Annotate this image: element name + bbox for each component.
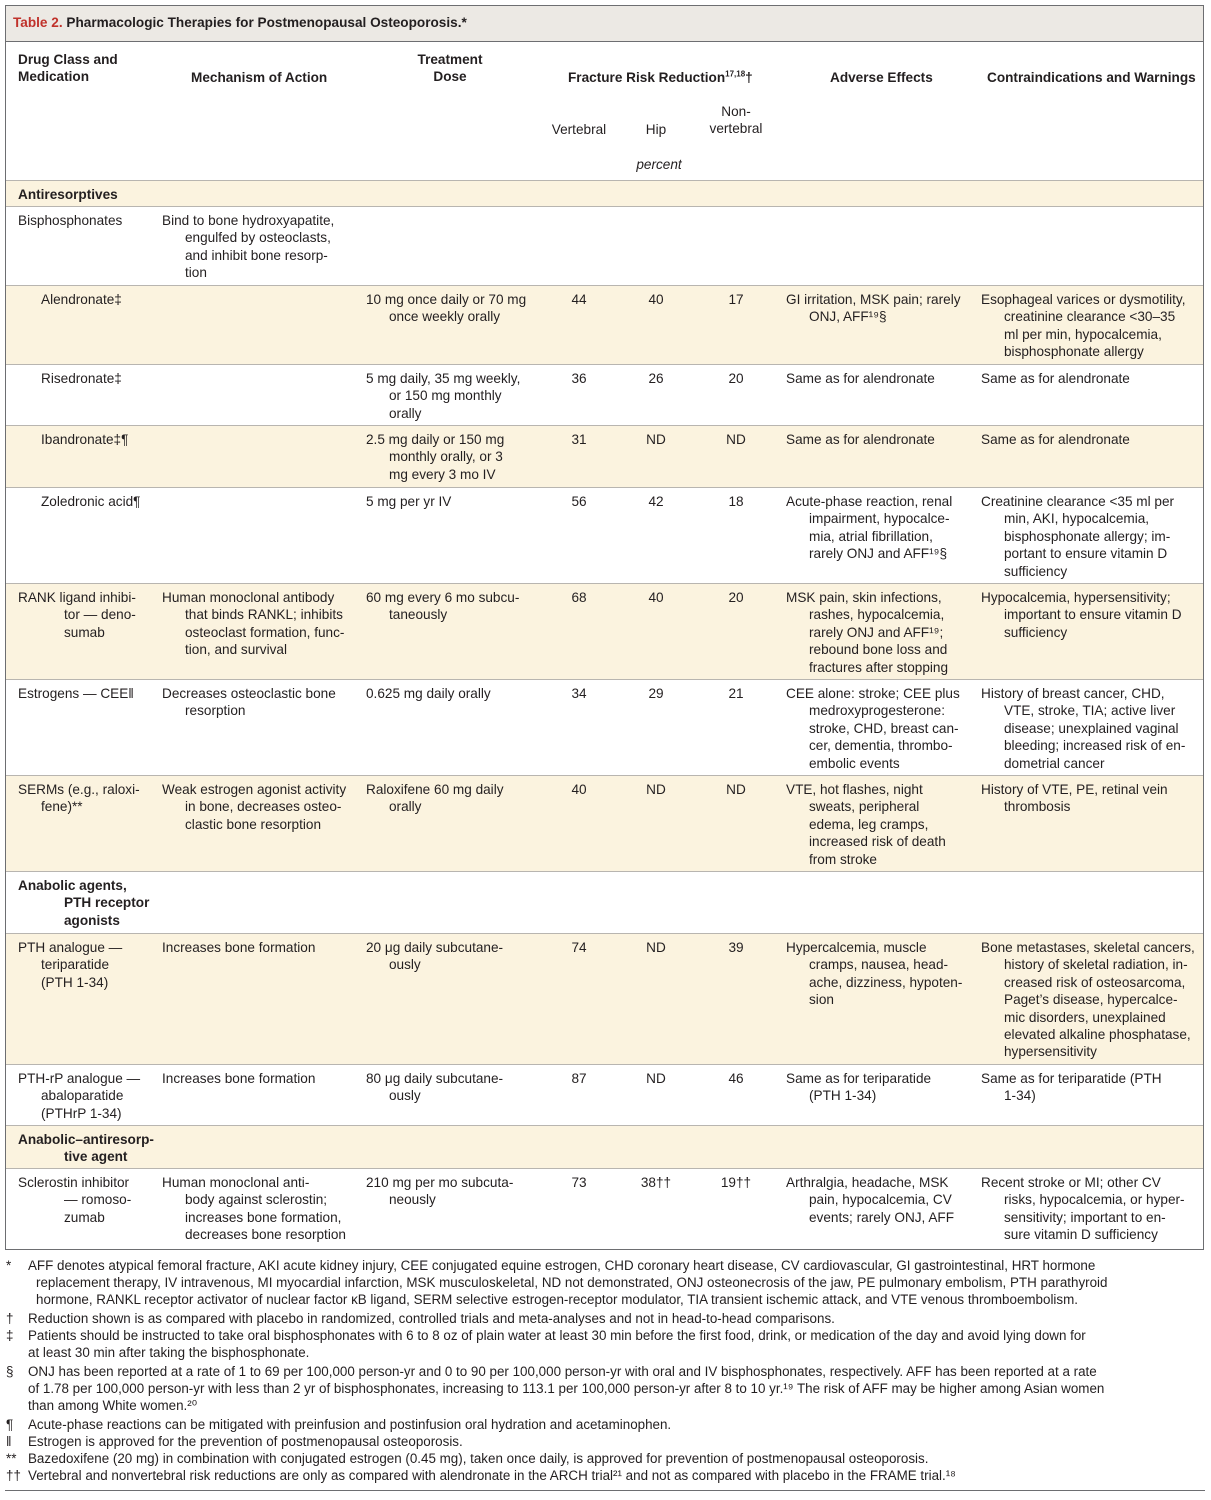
footnote-text bbox=[28, 1311, 835, 1328]
footnote-line: Estrogen is approved for the prevention of postmenopausal osteoporosis. bbox=[28, 1434, 463, 1449]
contra-line: ml per min, hypocalcemia, bbox=[1004, 326, 1162, 342]
mechanism-teriparatide: Increases bone formation bbox=[162, 940, 316, 955]
adverse-line: mia, atrial fibrillation, bbox=[809, 528, 933, 544]
header-fracture bbox=[568, 69, 753, 86]
contra-ibandronate: Same as for alendronate bbox=[981, 432, 1130, 447]
contra-line: Same as for teriparatide (PTH bbox=[981, 1071, 1162, 1086]
section-anabolic-antiresorptive bbox=[18, 1131, 154, 1166]
header-fracture-label: Fracture Risk Reduction bbox=[568, 70, 726, 85]
footnote-text bbox=[28, 1451, 928, 1468]
dose-line: mg every 3 mo IV bbox=[389, 466, 496, 482]
dose-line: 10 mg once daily or 70 mg bbox=[366, 292, 527, 307]
dose-line: ously bbox=[389, 957, 421, 973]
adverse-line: Hypercalcemia, muscle bbox=[786, 940, 927, 955]
contra-line: hypersensitivity bbox=[1004, 1044, 1097, 1060]
nonvertebral-abaloparatide: 46 bbox=[728, 1071, 744, 1086]
mechanism-denosumab bbox=[162, 589, 344, 659]
drug-ibandronate: Ibandronate‡¶ bbox=[41, 432, 129, 447]
header-dose-line: Treatment bbox=[417, 52, 483, 67]
vertebral-zoledronic-acid: 56 bbox=[571, 494, 587, 509]
nonvertebral-alendronate: 17 bbox=[728, 292, 744, 307]
section-line: tive agent bbox=[64, 1149, 128, 1165]
adverse-line: rebound bone loss and bbox=[809, 642, 948, 658]
row-divider bbox=[6, 206, 1203, 207]
nonvertebral-zoledronic-acid: 18 bbox=[728, 494, 744, 509]
dose-line: neously bbox=[389, 1192, 436, 1208]
footnote-line: Vertebral and nonvertebral risk reductions are only as compared with alendronate in the ARCH trial²¹ and not as compared with placebo in the FRAME trial.¹⁸ bbox=[28, 1468, 956, 1483]
drug-line: Sclerostin inhibitor bbox=[18, 1175, 130, 1190]
nonvertebral-risedronate: 20 bbox=[728, 371, 744, 386]
header-drug-line: Drug Class and bbox=[18, 52, 118, 67]
drug-alendronate: Alendronate‡ bbox=[41, 292, 122, 307]
footnote-symbol: § bbox=[6, 1364, 14, 1379]
drug-line: — romoso- bbox=[64, 1192, 132, 1208]
section-line: Anabolic–antiresorp- bbox=[18, 1132, 154, 1147]
adverse-line: pain, hypocalcemia, CV bbox=[809, 1192, 952, 1208]
contra-line: Paget’s disease, hypercalce- bbox=[1004, 992, 1178, 1008]
footnote-symbol: ¶ bbox=[6, 1417, 14, 1432]
row-divider bbox=[6, 775, 1203, 776]
mechanism-line: clastic bone resorption bbox=[185, 816, 322, 832]
contra-line: disease; unexplained vaginal bbox=[1004, 720, 1179, 736]
drug-zoledronic-acid: Zoledronic acid¶ bbox=[41, 494, 141, 509]
nonvertebral-denosumab: 20 bbox=[728, 590, 744, 605]
footnote-symbol: ‡ bbox=[6, 1328, 14, 1343]
footnote-symbol: †† bbox=[6, 1468, 21, 1483]
contra-line: Hypocalcemia, hypersensitivity; bbox=[981, 590, 1171, 605]
section-antiresorptives: Antiresorptives bbox=[18, 187, 118, 202]
dose-abaloparatide bbox=[366, 1070, 503, 1105]
dose-line: 60 mg every 6 mo subcu- bbox=[366, 590, 520, 605]
drug-line: SERMs (e.g., raloxi- bbox=[18, 782, 140, 797]
adverse-line: (PTH 1-34) bbox=[809, 1088, 877, 1104]
dose-line: or 150 mg monthly bbox=[389, 388, 502, 404]
hip-estrogens: 29 bbox=[648, 686, 664, 701]
header-adverse: Adverse Effects bbox=[830, 70, 933, 85]
dose-line: monthly orally, or 3 bbox=[389, 449, 503, 465]
table-number: Table 2. bbox=[13, 15, 63, 30]
adverse-ibandronate: Same as for alendronate bbox=[786, 432, 935, 447]
footnote-symbol: ** bbox=[6, 1451, 17, 1466]
header-drug-line: Medication bbox=[18, 69, 89, 85]
drug-line: (PTHrP 1-34) bbox=[41, 1105, 122, 1121]
mechanism-line: Decreases osteoclastic bone bbox=[162, 686, 336, 701]
adverse-line: VTE, hot flashes, night bbox=[786, 782, 923, 797]
nonvertebral-estrogens: 21 bbox=[728, 686, 744, 701]
hip-zoledronic-acid: 42 bbox=[648, 494, 664, 509]
row-divider bbox=[6, 583, 1203, 584]
contra-zoledronic-acid bbox=[981, 493, 1174, 580]
adverse-line: from stroke bbox=[809, 851, 877, 867]
adverse-line: CEE alone: stroke; CEE plus bbox=[786, 686, 960, 701]
mechanism-bisphosphonates bbox=[162, 212, 334, 282]
drug-denosumab bbox=[18, 589, 136, 641]
contra-line: thrombosis bbox=[1004, 799, 1071, 815]
dose-line: taneously bbox=[389, 607, 448, 623]
drug-line: sumab bbox=[64, 624, 105, 640]
hip-denosumab: 40 bbox=[648, 590, 664, 605]
drug-line: PTH analogue — bbox=[18, 940, 123, 955]
header-nonvertebral-line: vertebral bbox=[709, 121, 763, 137]
hip-teriparatide: ND bbox=[646, 940, 666, 955]
hip-ibandronate: ND bbox=[646, 432, 666, 447]
dose-line: orally bbox=[389, 799, 422, 815]
dose-line: Raloxifene 60 mg daily bbox=[366, 782, 504, 797]
contra-denosumab bbox=[981, 589, 1182, 641]
adverse-romosozumab bbox=[786, 1174, 954, 1226]
contra-line: 1-34) bbox=[1004, 1088, 1036, 1104]
mechanism-line: tion, and survival bbox=[185, 642, 288, 658]
footnote-text bbox=[28, 1417, 671, 1434]
contra-line: sufficiency bbox=[1004, 563, 1068, 579]
footnote-line: of 1.78 per 100,000 person-yr with less than 2 yr of bisphosphonates, increasing to 113.1 per 100,000 person-yr after 8 to 10 yr.¹⁹ The risk of AFF may be higher among Asian women bbox=[28, 1380, 1105, 1396]
contra-line: bisphosphonate allergy bbox=[1004, 344, 1144, 360]
mechanism-line: decreases bone resorption bbox=[185, 1227, 346, 1243]
drug-line: teriparatide bbox=[41, 957, 110, 973]
drug-line: PTH-rP analogue — bbox=[18, 1071, 141, 1086]
drug-line: RANK ligand inhibi- bbox=[18, 590, 136, 605]
adverse-line: cramps, nausea, head- bbox=[809, 957, 949, 973]
adverse-line: Same as for teriparatide bbox=[786, 1071, 932, 1086]
dose-teriparatide bbox=[366, 939, 503, 974]
contra-romosozumab bbox=[981, 1174, 1185, 1244]
row-divider bbox=[6, 1064, 1203, 1065]
section-line: PTH receptor bbox=[64, 895, 150, 911]
mechanism-line: Bind to bone hydroxyapatite, bbox=[162, 213, 335, 228]
mechanism-estrogens bbox=[162, 685, 336, 720]
adverse-line: ONJ, AFF¹⁹§ bbox=[809, 309, 887, 325]
mechanism-line: that binds RANKL; inhibits bbox=[185, 607, 343, 623]
hip-abaloparatide: ND bbox=[646, 1071, 666, 1086]
adverse-line: edema, leg cramps, bbox=[809, 816, 929, 832]
vertebral-denosumab: 68 bbox=[571, 590, 587, 605]
section-anabolic-agents bbox=[18, 877, 149, 929]
contra-abaloparatide bbox=[981, 1070, 1162, 1105]
nonvertebral-romosozumab: 19†† bbox=[720, 1175, 752, 1190]
contra-line: bleeding; increased risk of en- bbox=[1004, 738, 1186, 754]
adverse-line: rarely ONJ and AFF¹⁹§ bbox=[809, 546, 948, 562]
footnote-line: ONJ has been reported at a rate of 1 to 69 per 100,000 person-yr and 0 to 90 per 100,000 person-yr with oral and IV bisphosphonates, respectively. AFF has been reported at a rate bbox=[28, 1364, 1097, 1379]
vertebral-ibandronate: 31 bbox=[571, 432, 587, 447]
footnote-line: at least 30 min after taking the bisphosphonate. bbox=[28, 1344, 310, 1360]
contra-line: elevated alkaline phosphatase, bbox=[1004, 1027, 1191, 1043]
dose-estrogens: 0.625 mg daily orally bbox=[366, 686, 491, 701]
contra-line: Esophageal varices or dysmotility, bbox=[981, 292, 1186, 307]
nonvertebral-ibandronate: ND bbox=[726, 432, 746, 447]
vertebral-abaloparatide: 87 bbox=[571, 1071, 587, 1086]
band-anabolic-antiresorptive bbox=[6, 1125, 1203, 1168]
dose-ibandronate bbox=[366, 431, 504, 483]
mechanism-line: and inhibit bone resorp- bbox=[185, 247, 328, 263]
footnote-text bbox=[28, 1434, 463, 1451]
footnote-text bbox=[28, 1468, 956, 1485]
drug-risedronate: Risedronate‡ bbox=[41, 371, 122, 386]
bottom-rule bbox=[5, 1490, 1205, 1491]
dose-line: 80 μg daily subcutane- bbox=[366, 1071, 504, 1086]
mechanism-line: Human monoclonal anti- bbox=[162, 1175, 310, 1190]
footnote-line: Patients should be instructed to take oral bisphosphonates with 6 to 8 oz of plain water at least 30 min before the first food, drink, or medication of the day and avoid lying down for bbox=[28, 1328, 1086, 1343]
adverse-line: Acute-phase reaction, renal bbox=[786, 494, 953, 509]
dose-line: 5 mg daily, 35 mg weekly, bbox=[366, 371, 521, 386]
contra-line: portant to ensure vitamin D bbox=[1004, 546, 1168, 562]
footnote-line: Acute-phase reactions can be mitigated with preinfusion and postinfusion oral hydration and acetaminophen. bbox=[28, 1417, 672, 1432]
header-fracture-mark: † bbox=[745, 70, 753, 85]
mechanism-line: tion bbox=[185, 265, 207, 281]
footnote-text bbox=[28, 1258, 1107, 1308]
vertebral-estrogens: 34 bbox=[571, 686, 587, 701]
adverse-line: embolic events bbox=[809, 755, 900, 771]
dose-line: ously bbox=[389, 1088, 421, 1104]
drug-estrogens: Estrogens — CEE‖ bbox=[18, 686, 134, 701]
mechanism-line: body against sclerostin; bbox=[185, 1192, 328, 1208]
section-line: Anabolic agents, bbox=[18, 878, 127, 893]
header-dose-line: Dose bbox=[433, 69, 467, 85]
dose-line: 20 μg daily subcutane- bbox=[366, 940, 504, 955]
row-divider bbox=[6, 487, 1203, 488]
adverse-line: Arthralgia, headache, MSK bbox=[786, 1175, 949, 1190]
contra-line: Recent stroke or MI; other CV bbox=[981, 1175, 1161, 1190]
contra-line: dometrial cancer bbox=[1004, 755, 1105, 771]
contra-line: History of breast cancer, CHD, bbox=[981, 686, 1165, 701]
mechanism-abaloparatide: Increases bone formation bbox=[162, 1071, 316, 1086]
drug-teriparatide bbox=[18, 939, 122, 991]
contra-line: VTE, stroke, TIA; active liver bbox=[1004, 703, 1176, 719]
row-divider bbox=[6, 180, 1203, 181]
mechanism-romosozumab bbox=[162, 1174, 346, 1244]
header-hip: Hip bbox=[645, 122, 667, 137]
adverse-line: impairment, hypocalce- bbox=[809, 511, 950, 527]
mechanism-serms bbox=[162, 781, 346, 833]
mechanism-line: Weak estrogen agonist activity bbox=[162, 782, 347, 797]
drug-bisphosphonates: Bisphosphonates bbox=[18, 213, 123, 228]
row-divider bbox=[6, 425, 1203, 426]
row-divider bbox=[6, 1125, 1203, 1126]
row-divider bbox=[6, 364, 1203, 365]
hip-serms: ND bbox=[646, 782, 666, 797]
dose-risedronate bbox=[366, 370, 520, 422]
adverse-line: rarely ONJ and AFF¹⁹; bbox=[809, 624, 944, 640]
mechanism-line: resorption bbox=[185, 703, 246, 719]
contra-line: creatinine clearance <30–35 bbox=[1004, 309, 1176, 325]
contra-alendronate bbox=[981, 291, 1186, 361]
header-contra: Contraindications and Warnings bbox=[987, 70, 1196, 85]
adverse-abaloparatide bbox=[786, 1070, 931, 1105]
adverse-teriparatide bbox=[786, 939, 962, 1009]
vertebral-serms: 40 bbox=[571, 782, 587, 797]
drug-line: tor — deno- bbox=[64, 607, 136, 623]
adverse-alendronate bbox=[786, 291, 961, 326]
vertebral-romosozumab: 73 bbox=[571, 1175, 587, 1190]
contra-line: sensitivity; important to en- bbox=[1004, 1209, 1166, 1225]
table-title-text: Pharmacologic Therapies for Postmenopausal Osteoporosis.* bbox=[66, 15, 467, 30]
adverse-line: MSK pain, skin infections, bbox=[786, 590, 942, 605]
drug-serms bbox=[18, 781, 140, 816]
contra-teriparatide bbox=[981, 939, 1195, 1061]
adverse-estrogens bbox=[786, 685, 960, 772]
table-title bbox=[6, 6, 1203, 42]
contra-serms bbox=[981, 781, 1168, 816]
drug-line: abaloparatide bbox=[41, 1088, 124, 1104]
footnote-symbol: † bbox=[6, 1311, 14, 1326]
adverse-risedronate: Same as for alendronate bbox=[786, 371, 935, 386]
adverse-line: increased risk of death bbox=[809, 834, 946, 850]
drug-line: fene)** bbox=[41, 799, 83, 815]
dose-denosumab bbox=[366, 589, 519, 624]
contra-line: important to ensure vitamin D bbox=[1004, 607, 1182, 623]
adverse-line: rashes, hypocalcemia, bbox=[809, 607, 945, 623]
dose-romosozumab bbox=[366, 1174, 513, 1209]
nonvertebral-teriparatide: 39 bbox=[728, 940, 744, 955]
nonvertebral-serms: ND bbox=[726, 782, 746, 797]
mechanism-line: engulfed by osteoclasts, bbox=[185, 230, 331, 246]
hip-risedronate: 26 bbox=[648, 371, 664, 386]
band-antiresorptives bbox=[6, 180, 1203, 206]
header-dose bbox=[400, 51, 500, 86]
header-nonvertebral-line: Non- bbox=[721, 104, 751, 119]
dose-line: 210 mg per mo subcuta- bbox=[366, 1175, 514, 1190]
contra-line: min, AKI, hypocalcemia, bbox=[1004, 511, 1150, 527]
contra-line: Creatinine clearance <35 ml per bbox=[981, 494, 1175, 509]
adverse-line: GI irritation, MSK pain; rarely bbox=[786, 292, 961, 307]
contra-line: Bone metastases, skeletal cancers, bbox=[981, 940, 1195, 955]
footnote-text bbox=[28, 1364, 1104, 1414]
adverse-serms bbox=[786, 781, 946, 868]
table-footnotes bbox=[0, 1256, 1211, 1486]
contra-line: sure vitamin D sufficiency bbox=[1004, 1227, 1158, 1243]
row-divider bbox=[6, 933, 1203, 934]
dose-line: once weekly orally bbox=[389, 309, 501, 325]
footnote-symbol: * bbox=[6, 1258, 12, 1273]
mechanism-line: Human monoclonal antibody bbox=[162, 590, 335, 605]
hip-romosozumab: 38†† bbox=[640, 1175, 672, 1190]
footnote-line: than among White women.²⁰ bbox=[28, 1397, 198, 1413]
contra-line: creased risk of osteosarcoma, bbox=[1004, 974, 1186, 990]
mechanism-line: in bone, decreases osteo- bbox=[185, 799, 342, 815]
header-percent: percent bbox=[636, 157, 682, 172]
contra-line: sufficiency bbox=[1004, 624, 1068, 640]
header-vertebral: Vertebral bbox=[551, 122, 607, 137]
header-drug bbox=[18, 51, 118, 86]
adverse-line: sweats, peripheral bbox=[809, 799, 920, 815]
vertebral-teriparatide: 74 bbox=[571, 940, 587, 955]
row-divider bbox=[6, 285, 1203, 286]
drug-romosozumab bbox=[18, 1174, 131, 1226]
contra-line: risks, hypocalcemia, or hyper- bbox=[1004, 1192, 1185, 1208]
drug-line: zumab bbox=[64, 1209, 105, 1225]
row-divider bbox=[6, 871, 1203, 872]
vertebral-alendronate: 44 bbox=[571, 292, 587, 307]
row-divider bbox=[6, 679, 1203, 680]
footnote-line: Bazedoxifene (20 mg) in combination with conjugated estrogen (0.45 mg), taken once daily, is approved for prevention of postmenopausal osteoporosis. bbox=[28, 1451, 929, 1466]
section-line: agonists bbox=[64, 912, 120, 928]
vertebral-risedronate: 36 bbox=[571, 371, 587, 386]
adverse-line: ache, dizziness, hypoten- bbox=[809, 974, 963, 990]
adverse-denosumab bbox=[786, 589, 948, 676]
contra-line: mic disorders, unexplained bbox=[1004, 1009, 1166, 1025]
header-fracture-ref: 17,18 bbox=[725, 69, 746, 79]
adverse-line: sion bbox=[809, 992, 834, 1008]
footnote-line: AFF denotes atypical femoral fracture, AKI acute kidney injury, CEE conjugated equine estrogen, CHD coronary heart disease, CV cardiovascular, GI gastrointestinal, HRT hormone bbox=[28, 1258, 1096, 1273]
adverse-line: cer, dementia, thrombo- bbox=[809, 738, 953, 754]
drug-line: (PTH 1-34) bbox=[41, 974, 109, 990]
footnote-symbol: ‖ bbox=[6, 1434, 12, 1449]
footnote-line: replacement therapy, IV intravenous, MI myocardial infarction, MSK musculoskeletal, ND not demonstrated, ONJ osteonecrosis of the jaw, PE pulmonary embolism, PTH parathyroid bbox=[36, 1274, 1108, 1290]
contra-line: History of VTE, PE, retinal vein bbox=[981, 782, 1168, 797]
mechanism-line: increases bone formation, bbox=[185, 1209, 342, 1225]
dose-serms bbox=[366, 781, 504, 816]
adverse-line: stroke, CHD, breast can- bbox=[809, 720, 959, 736]
dose-alendronate bbox=[366, 291, 526, 326]
dose-line: 2.5 mg daily or 150 mg bbox=[366, 432, 505, 447]
row-divider bbox=[6, 1168, 1203, 1169]
contra-line: history of skeletal radiation, in- bbox=[1004, 957, 1188, 973]
adverse-line: fractures after stopping bbox=[809, 659, 949, 675]
header-mechanism: Mechanism of Action bbox=[191, 70, 328, 85]
contra-line: bisphosphonate allergy; im- bbox=[1004, 528, 1171, 544]
adverse-line: medroxyprogesterone: bbox=[809, 703, 946, 719]
footnote-text bbox=[28, 1328, 1086, 1362]
header-nonvertebral bbox=[696, 103, 776, 138]
hip-alendronate: 40 bbox=[648, 292, 664, 307]
mechanism-line: osteoclast formation, func- bbox=[185, 624, 345, 640]
dose-zoledronic-acid: 5 mg per yr IV bbox=[366, 494, 452, 509]
contra-estrogens bbox=[981, 685, 1185, 772]
adverse-zoledronic-acid bbox=[786, 493, 952, 563]
drug-abaloparatide bbox=[18, 1070, 140, 1122]
contra-risedronate: Same as for alendronate bbox=[981, 371, 1130, 386]
adverse-line: events; rarely ONJ, AFF bbox=[809, 1209, 955, 1225]
dose-line: orally bbox=[389, 405, 422, 421]
footnote-line: Reduction shown is as compared with placebo in randomized, controlled trials and meta-analyses and not in head-to-head comparisons. bbox=[28, 1311, 835, 1326]
footnote-line: hormone, RANKL receptor activator of nuclear factor κB ligand, SERM selective estrogen-receptor modulator, TIA transient ischemic attack, and VTE venous thromboembolism. bbox=[36, 1291, 1078, 1307]
